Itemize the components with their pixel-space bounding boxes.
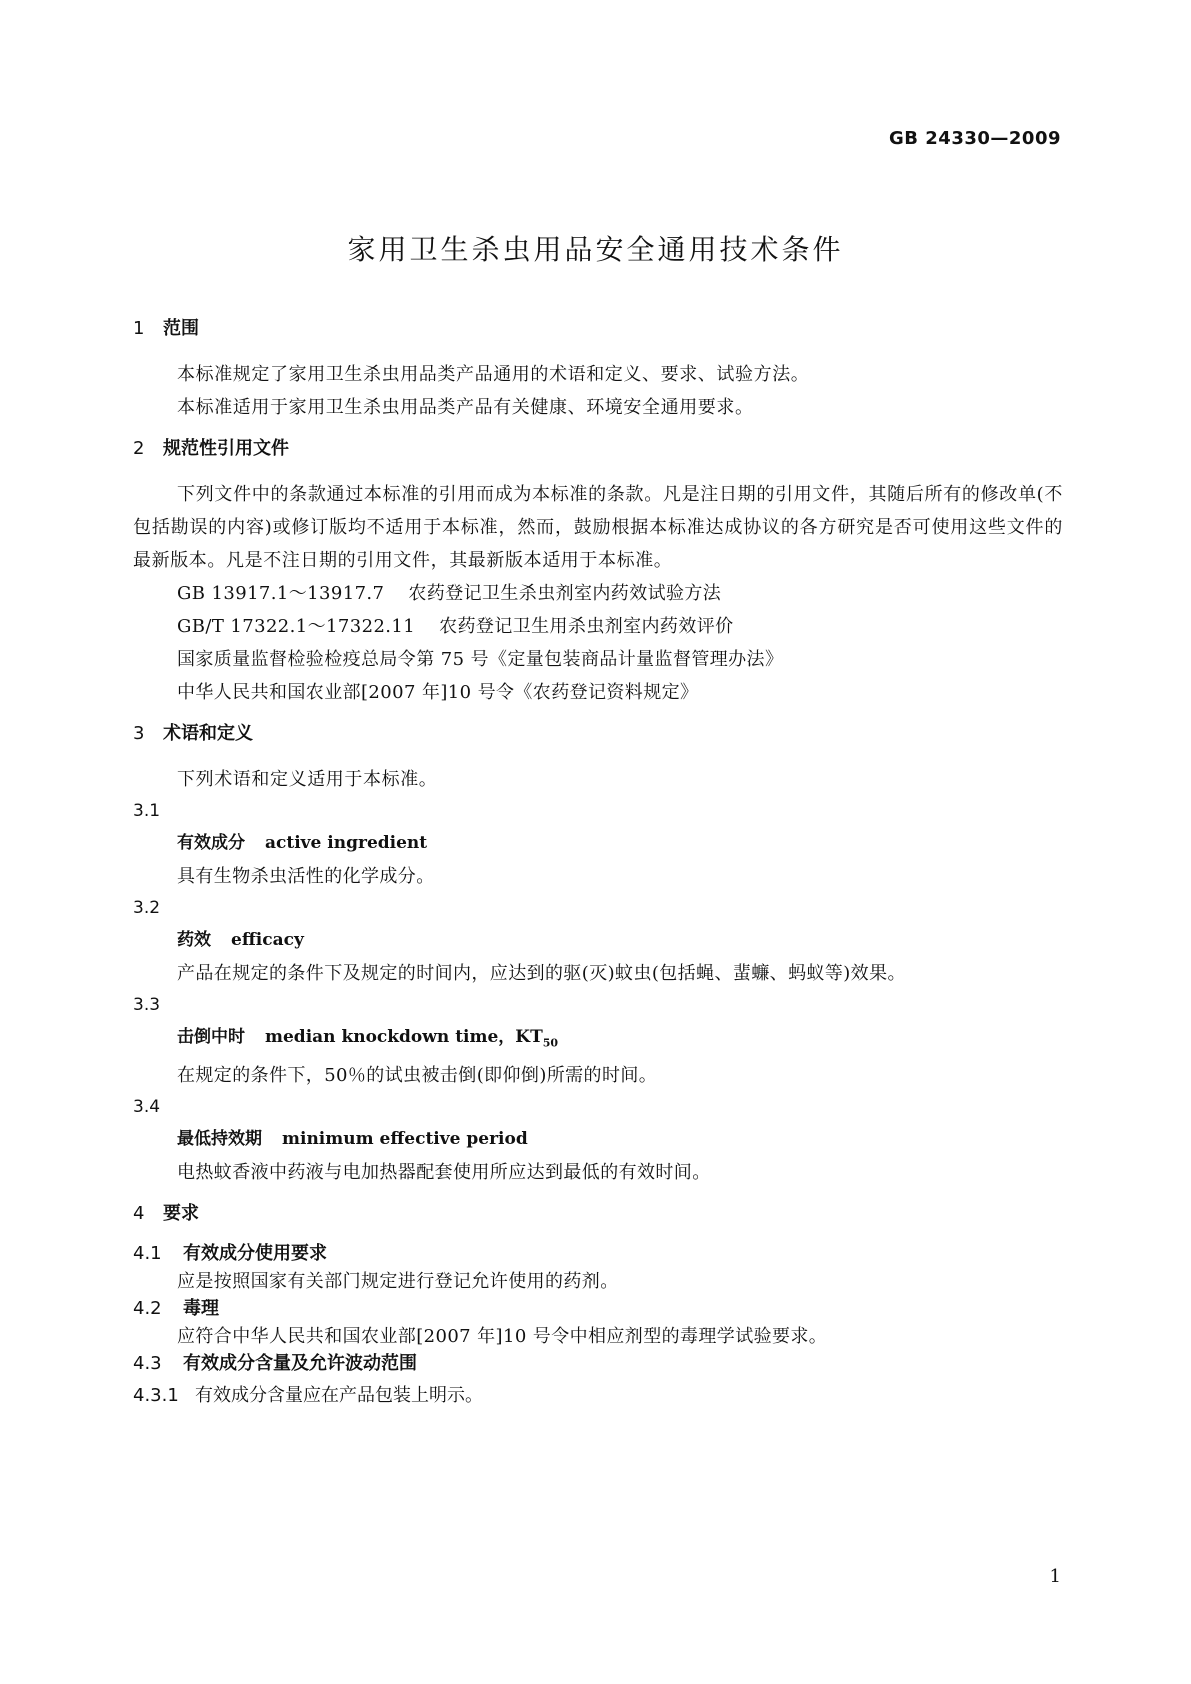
reference-item: [133, 610, 1063, 643]
section-number: 1: [133, 318, 145, 339]
paragraph: 下列文件中的条款通过本标准的引用而成为本标准的条款。凡是注日期的引用文件，其随后所有的修改单(不包括勘误的内容)或修订版均不适用于本标准，然而，鼓励根据本标准达成协议的各方研究是否可使用这些文件的最新版本。凡是不注日期的引用文件，其最新版本适用于本标准。: [133, 484, 1063, 571]
section-title: 术语和定义: [163, 723, 253, 744]
term-en: [265, 1027, 559, 1050]
term-heading: [133, 1021, 1063, 1059]
section-4-3-1: [133, 1385, 1063, 1407]
document-body: [133, 318, 1063, 1407]
reference-title: 农药登记卫生杀虫剂室内药效试验方法: [408, 583, 722, 604]
reference-title: 农药登记卫生用杀虫剂室内药效评价: [439, 616, 734, 637]
term-number: 3.2: [133, 898, 161, 918]
term-zh: 药效: [177, 930, 211, 950]
paragraph: 应是按照国家有关部门规定进行登记允许使用的药剂。: [177, 1271, 619, 1293]
section-number: 4.1: [133, 1243, 162, 1265]
section-title: 要求: [163, 1203, 199, 1225]
section-3-heading: [133, 723, 1063, 745]
section-4-heading: [133, 1203, 1063, 1225]
term-number: 3.3: [133, 995, 161, 1015]
reference-item: [133, 577, 1063, 610]
section-4-3-heading: [133, 1353, 1063, 1375]
term-zh: 最低持效期: [177, 1129, 262, 1150]
reference-code: GB 13917.1～13917.7: [177, 583, 385, 604]
term-en: active ingredient: [265, 833, 428, 853]
term-zh: 有效成分: [177, 833, 245, 853]
section-number: 3: [133, 723, 145, 744]
paragraph: 下列术语和定义适用于本标准。: [177, 769, 438, 790]
section-title: 规范性引用文件: [163, 438, 289, 459]
term-en: minimum effective period: [282, 1129, 528, 1150]
term-en: efficacy: [231, 930, 304, 950]
paragraph: 本标准规定了家用卫生杀虫用品类产品通用的术语和定义、要求、试验方法。: [177, 364, 810, 385]
term-definition: 电热蚊香液中药液与电加热器配套使用所应达到最低的有效时间。: [177, 1162, 711, 1184]
section-title: 有效成分含量及允许波动范围: [183, 1353, 417, 1375]
section-text: 有效成分含量应在产品包装上明示。: [195, 1385, 483, 1407]
section-title: 有效成分使用要求: [183, 1243, 327, 1265]
term-definition: 产品在规定的条件下及规定的时间内，应达到的驱(灭)蚊虫(包括蝇、蜚蠊、蚂蚁等)效果。: [177, 963, 906, 984]
section-number: 4.3.1: [133, 1385, 179, 1407]
section-title: 毒理: [183, 1298, 219, 1320]
reference-item: 中华人民共和国农业部[2007 年]10 号令《农药登记资料规定》: [177, 682, 699, 703]
term-number: 3.1: [133, 801, 161, 821]
page-number: 1: [1049, 1566, 1061, 1587]
reference-item: 国家质量监督检验检疫总局令第 75 号《定量包装商品计量监督管理办法》: [177, 649, 784, 670]
reference-code: GB/T 17322.1～17322.11: [177, 616, 416, 637]
section-1-heading: [133, 318, 1063, 340]
term-en-text: median knockdown time，KT: [265, 1027, 543, 1047]
section-title: 范围: [163, 318, 199, 339]
term-zh: 击倒中时: [177, 1027, 245, 1047]
term-heading: [133, 924, 1063, 957]
paragraph: 本标准适用于家用卫生杀虫用品类产品有关健康、环境安全通用要求。: [177, 397, 754, 418]
document-title: 家用卫生杀虫用品安全通用技术条件: [347, 233, 844, 266]
section-number: 4.3: [133, 1353, 162, 1375]
section-number: 4.2: [133, 1298, 162, 1320]
section-4-1-heading: [133, 1243, 1063, 1265]
section-4-2-heading: [133, 1298, 1063, 1320]
term-subscript: 50: [542, 1036, 559, 1050]
standard-code: GB 24330—2009: [889, 128, 1061, 149]
term-heading: [133, 827, 1063, 860]
section-number: 4: [133, 1203, 145, 1225]
term-definition: 在规定的条件下，50％的试虫被击倒(即仰倒)所需的时间。: [177, 1065, 658, 1087]
section-2-heading: [133, 438, 1063, 460]
section-number: 2: [133, 438, 145, 459]
term-heading: [133, 1123, 1063, 1156]
paragraph: 应符合中华人民共和国农业部[2007 年]10 号令中相应剂型的毒理学试验要求。: [177, 1326, 828, 1348]
term-number: 3.4: [133, 1097, 161, 1118]
term-definition: 具有生物杀虫活性的化学成分。: [177, 866, 435, 887]
